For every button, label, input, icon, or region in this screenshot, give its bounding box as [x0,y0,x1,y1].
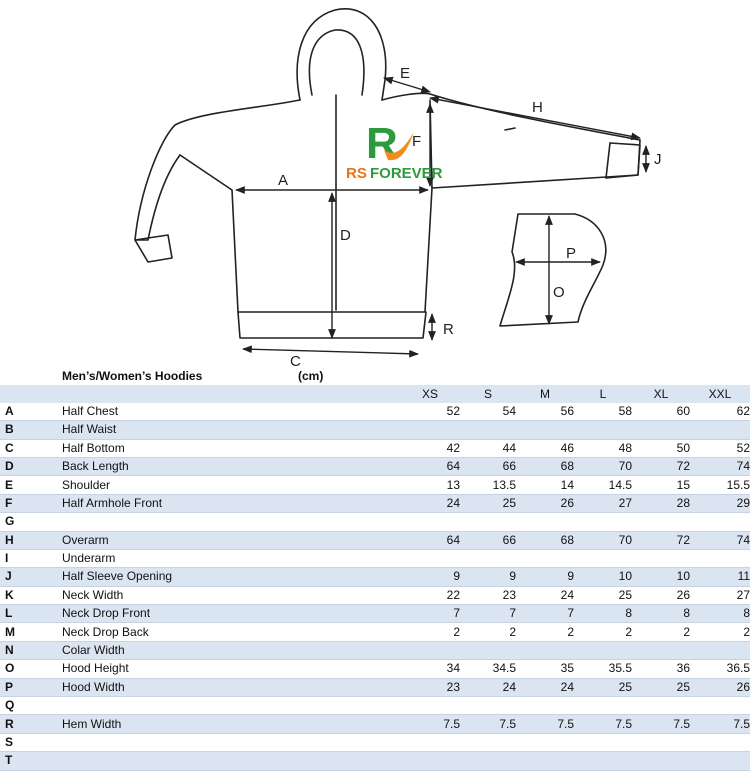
row-value [460,733,516,751]
row-value: 2 [690,623,750,641]
row-measurement-name: Neck Drop Back [60,623,298,641]
row-value [690,697,750,715]
row-value: 27 [690,586,750,604]
row-value: 26 [516,494,574,512]
row-value [516,641,574,659]
table-row [0,421,750,439]
row-value: 28 [632,494,690,512]
row-value: 2 [298,623,460,641]
row-value: 2 [632,623,690,641]
row-value: 60 [632,403,690,421]
size-header-row [0,385,750,402]
row-value [460,421,516,439]
size-header: XL [632,385,690,402]
table-row [0,715,750,733]
row-code: O [0,660,60,678]
brand-logo [346,119,443,182]
row-value: 22 [298,586,460,604]
row-value: 54 [460,403,516,421]
row-value [574,549,632,567]
row-value: 7 [516,605,574,623]
row-value: 74 [690,531,750,549]
row-value [632,733,690,751]
table-row [0,549,750,567]
row-value [298,513,460,531]
row-value [516,513,574,531]
row-value: 23 [298,678,460,696]
row-value: 46 [516,439,574,457]
row-code: B [0,421,60,439]
label-R: R [443,321,454,338]
row-value [632,641,690,659]
row-measurement-name: Overarm [60,531,298,549]
row-value: 7.5 [460,715,516,733]
row-value: 7.5 [690,715,750,733]
row-value: 36.5 [690,660,750,678]
row-value [516,421,574,439]
row-value: 2 [516,623,574,641]
row-measurement-name: Neck Width [60,586,298,604]
row-measurement-name: Shoulder [60,476,298,494]
row-value: 66 [460,457,516,475]
row-value: 23 [460,586,516,604]
row-value: 27 [574,494,632,512]
row-value: 72 [632,531,690,549]
table-row [0,697,750,715]
row-value: 74 [690,457,750,475]
row-measurement-name [60,733,298,751]
row-value [460,697,516,715]
row-value [574,752,632,770]
row-measurement-name: Hood Height [60,660,298,678]
row-code: H [0,531,60,549]
row-value: 2 [460,623,516,641]
row-value: 29 [690,494,750,512]
row-value [632,513,690,531]
table-row [0,586,750,604]
table-title: Men’s/Women’s Hoodies [60,368,298,385]
row-value: 25 [574,678,632,696]
row-value: 70 [574,531,632,549]
row-value: 9 [516,568,574,586]
row-value [632,697,690,715]
row-code: L [0,605,60,623]
row-value: 2 [574,623,632,641]
row-value [298,421,460,439]
row-value: 36 [632,660,690,678]
row-code: D [0,457,60,475]
row-value: 14 [516,476,574,494]
table-row [0,733,750,751]
row-value: 8 [574,605,632,623]
row-measurement-name: Colar Width [60,641,298,659]
row-value: 15.5 [690,476,750,494]
label-F: F [412,133,422,150]
size-header: L [574,385,632,402]
label-H: H [532,99,543,116]
row-value: 64 [298,457,460,475]
table-row [0,678,750,696]
row-value: 7.5 [574,715,632,733]
label-C: C [290,353,301,368]
row-measurement-name: Half Bottom [60,439,298,457]
row-value: 24 [460,678,516,696]
row-value [574,421,632,439]
row-value [690,549,750,567]
brand-logo-letter: R [366,119,398,168]
table-row [0,439,750,457]
row-code: P [0,678,60,696]
row-value [298,752,460,770]
row-value [516,733,574,751]
row-value: 44 [460,439,516,457]
label-J: J [654,151,662,168]
row-code: C [0,439,60,457]
row-measurement-name: Back Length [60,457,298,475]
row-value: 25 [574,586,632,604]
row-value [298,697,460,715]
row-value [690,752,750,770]
brand-name-suffix: FOREVER [370,165,443,182]
row-value: 35 [516,660,574,678]
row-value [460,549,516,567]
row-measurement-name: Underarm [60,549,298,567]
row-value [516,549,574,567]
row-value: 11 [690,568,750,586]
row-value: 9 [298,568,460,586]
label-E: E [400,65,411,82]
row-code: G [0,513,60,531]
row-measurement-name: Half Armhole Front [60,494,298,512]
row-measurement-name [60,752,298,770]
label-D: D [340,227,351,244]
table-row [0,494,750,512]
row-value: 72 [632,457,690,475]
label-A: A [278,172,289,189]
row-measurement-name: Half Sleeve Opening [60,568,298,586]
row-code: T [0,752,60,770]
table-row [0,660,750,678]
row-value: 8 [690,605,750,623]
table-row [0,513,750,531]
table-row [0,623,750,641]
table-row [0,605,750,623]
label-P: P [566,245,577,262]
row-value [298,641,460,659]
row-value: 7 [298,605,460,623]
row-code: A [0,403,60,421]
row-value [574,513,632,531]
row-value [690,421,750,439]
row-value [574,641,632,659]
row-value: 66 [460,531,516,549]
size-header: S [460,385,516,402]
row-value: 7.5 [632,715,690,733]
label-O: O [553,284,565,301]
row-value [690,641,750,659]
row-value [460,513,516,531]
size-header: XS [298,385,460,402]
row-value: 7 [460,605,516,623]
size-header: M [516,385,574,402]
row-value: 52 [298,403,460,421]
row-value: 14.5 [574,476,632,494]
row-value: 13 [298,476,460,494]
row-value: 52 [690,439,750,457]
row-code: I [0,549,60,567]
row-value: 8 [632,605,690,623]
row-value: 56 [516,403,574,421]
row-measurement-name: Half Chest [60,403,298,421]
row-value: 70 [574,457,632,475]
row-value: 10 [632,568,690,586]
row-value: 68 [516,531,574,549]
row-value: 68 [516,457,574,475]
row-value: 24 [516,678,574,696]
size-chart-table [0,368,750,771]
table-row [0,476,750,494]
row-value: 42 [298,439,460,457]
row-measurement-name: Hem Width [60,715,298,733]
table-unit: (cm) [298,369,324,384]
row-value: 58 [574,403,632,421]
size-chart-body [0,368,750,770]
row-measurement-name: Hood Width [60,678,298,696]
row-value: 24 [298,494,460,512]
table-unit-cell [298,368,750,385]
row-code: F [0,494,60,512]
table-row [0,403,750,421]
table-row [0,457,750,475]
row-value: 62 [690,403,750,421]
row-code: J [0,568,60,586]
table-row [0,641,750,659]
row-value: 34.5 [460,660,516,678]
row-measurement-name [60,697,298,715]
row-value [298,549,460,567]
hoodie-measurement-diagram [0,0,750,368]
table-title-row [0,368,750,385]
row-value: 13.5 [460,476,516,494]
row-value [632,752,690,770]
row-value: 25 [632,678,690,696]
row-code: R [0,715,60,733]
row-code: K [0,586,60,604]
row-value: 10 [574,568,632,586]
row-value [516,697,574,715]
row-value: 24 [516,586,574,604]
row-value: 35.5 [574,660,632,678]
row-code: N [0,641,60,659]
hood-side-sketch [500,214,606,326]
row-value: 25 [460,494,516,512]
row-value [690,733,750,751]
row-value [690,513,750,531]
row-value [460,641,516,659]
row-code: E [0,476,60,494]
row-value [632,421,690,439]
row-measurement-name: Half Waist [60,421,298,439]
row-value: 7.5 [298,715,460,733]
row-value [574,733,632,751]
table-row [0,752,750,770]
row-measurement-name [60,513,298,531]
row-value [632,549,690,567]
row-value [516,752,574,770]
row-value: 48 [574,439,632,457]
row-code: S [0,733,60,751]
row-value: 7.5 [516,715,574,733]
table-row [0,568,750,586]
row-value: 26 [690,678,750,696]
row-value: 9 [460,568,516,586]
row-value: 26 [632,586,690,604]
row-value [298,733,460,751]
row-value: 34 [298,660,460,678]
table-row [0,531,750,549]
row-code: Q [0,697,60,715]
row-value [574,697,632,715]
row-value: 64 [298,531,460,549]
row-value: 50 [632,439,690,457]
row-value [460,752,516,770]
brand-name-prefix: RS [346,165,367,182]
row-measurement-name: Neck Drop Front [60,605,298,623]
row-code: M [0,623,60,641]
row-value: 15 [632,476,690,494]
size-header: XXL [690,385,750,402]
